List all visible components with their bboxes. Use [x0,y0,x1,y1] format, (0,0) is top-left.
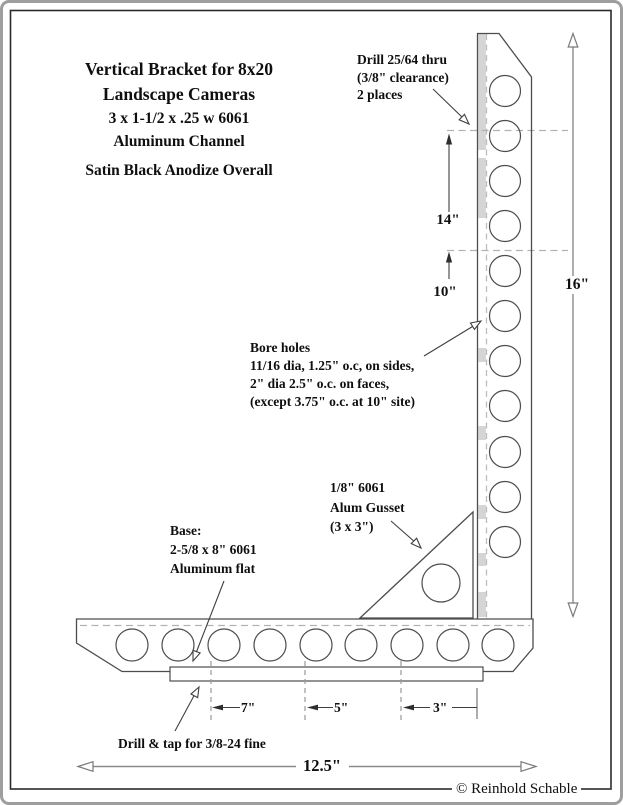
dimension-label-16: 16" [562,276,592,294]
drawing-title-line1: Vertical Bracket for 8x20 [84,59,274,79]
dimension-16 [568,34,578,617]
leader-drill-tap [175,685,202,731]
title-block [40,57,318,183]
dimension-label-12-5: 12.5" [298,757,346,775]
dimension-label-10: 10" [433,284,457,300]
annotation-drill-top-line1: Drill 25/64 thru [357,52,447,67]
leader-bore-holes [424,318,483,356]
annotation-drill-top-line3: 2 places [357,87,403,102]
annotation-base-line3: Aluminum flat [170,561,256,576]
dimension-label-5: 5" [334,700,349,715]
leader-base [189,581,224,662]
annotation-gusset-line1: 1/8" 6061 [330,480,386,495]
annotation-drill-top [357,51,449,104]
material-spec-line2: Aluminum Channel [113,133,245,150]
annotation-bore-holes-line3: 2" dia 2.5" o.c. on faces, [250,376,390,391]
dimension-label-7: 7" [241,700,256,715]
material-spec-line1: 3 x 1-1/2 x .25 w 6061 [108,110,250,127]
annotation-base [170,521,257,578]
annotation-gusset-line2: Alum Gusset [330,499,405,515]
face-holes-base [116,629,514,661]
dimension-10 [446,252,452,280]
annotation-bore-holes [250,339,415,411]
dimension-14 [446,134,452,213]
annotation-bore-holes-line2: 11/16 dia, 1.25" o.c, on sides, [250,358,415,373]
dimension-7 [212,705,240,711]
channel-flange-strip [478,34,486,618]
annotation-drill-top-line2: (3/8" clearance) [357,69,449,85]
annotation-base-line2: 2-5/8 x 8" 6061 [170,542,257,557]
dimension-label-14: 14" [436,212,460,228]
annotation-bore-holes-line4: (except 3.75" o.c. at 10" site) [250,394,415,409]
annotation-bore-holes-line1: Bore holes [250,340,311,355]
annotation-gusset [330,478,405,537]
drawing-title-line2: Landscape Cameras [102,84,256,104]
annotation-drill-tap: Drill & tap for 3/8-24 fine [118,736,266,751]
dimension-5 [307,705,333,711]
dimension-label-3: 3" [433,700,448,715]
face-holes-vertical [490,76,521,558]
annotation-base-line1: Base: [170,523,202,538]
finish-spec: Satin Black Anodize Overall [85,162,273,179]
annotation-gusset-line3: (3 x 3") [330,519,374,534]
base-flat-plate [170,667,483,681]
copyright-notice: © Reinhold Schable [452,780,581,798]
